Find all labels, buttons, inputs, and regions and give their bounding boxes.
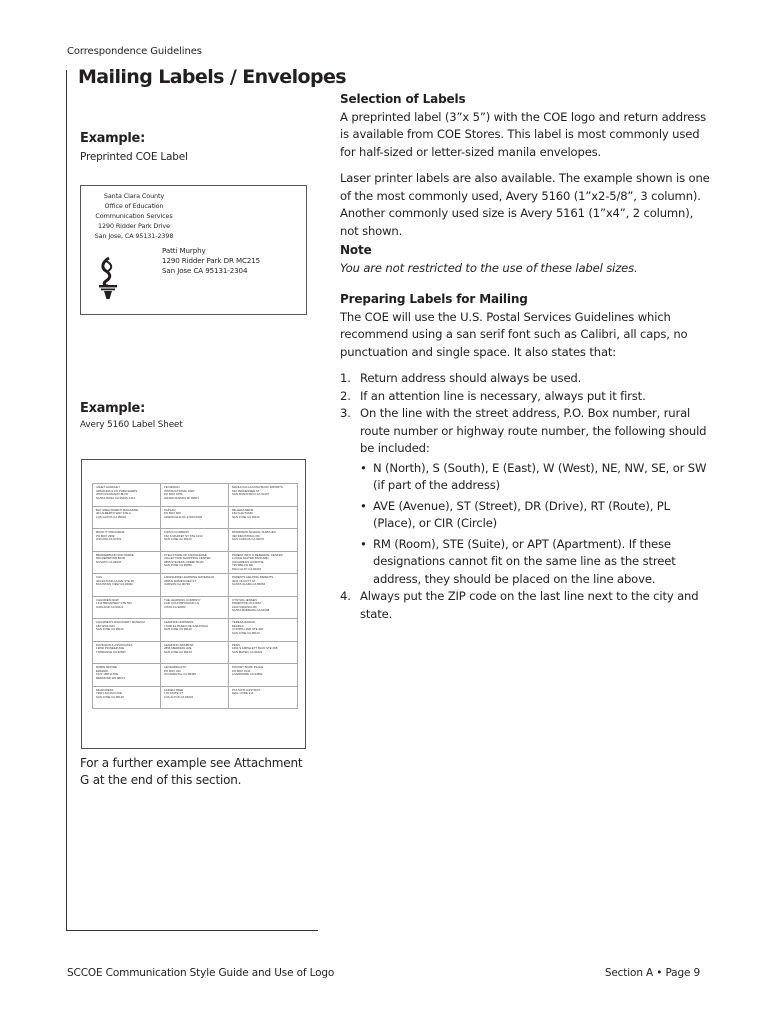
example-heading-1: Example:	[80, 131, 145, 146]
section-heading: Note	[340, 243, 372, 257]
example-caption-2: Avery 5160 Label Sheet	[80, 420, 183, 430]
sheet-label: ROBIN MOORE EDMARK 6727 185TH AVE REDMOND WA 98073	[93, 664, 161, 687]
sheet-label: POCKET BOOK PLACE PO BOX 3143 LIVERMORE CA 94551	[229, 664, 298, 687]
example-heading-2: Example:	[80, 401, 145, 416]
further-example-note: For a further example see Attachment G at the end of this section.	[80, 756, 303, 787]
list-item	[340, 588, 710, 623]
return-address	[87, 191, 181, 241]
sheet-label: KIDS IN COMMON 152 S MARKET ST STE 1010 SAN JOSE CA 95113	[161, 529, 229, 552]
rules-list	[340, 370, 710, 623]
footer-page-number: Section A • Page 9	[604, 967, 700, 979]
sheet-label: PERS 1660 S AMPHLETT BLVD STE 268 SAN MATEO CA 94402	[229, 642, 298, 665]
vertical-divider	[66, 70, 67, 930]
sheet-label: CHILDREN'S DISCOVERY MUSEUM 180 WOZ WAY SAN JOSE CA 95110	[93, 619, 161, 642]
paragraph: A preprinted label (3”x 5”) with the COE logo and return address is available from COE Stores. This label is most commonly used for half-sized or letter-sized manila envelopes.	[340, 109, 707, 159]
sheet-label: CHILDREN NOW 1212 BROADWAY STE 530 OAKLAND CA 94612	[93, 597, 161, 620]
sub-list-item	[360, 536, 710, 589]
page-title: Mailing Labels / Envelopes	[78, 66, 346, 88]
sheet-label: MICRODESK 7393 LINCOLN AVE SAN JOSE CA 95125	[93, 687, 161, 710]
list-text: If an attention line is necessary, always put it first.	[360, 388, 646, 403]
bullet-icon: •	[360, 498, 367, 513]
sheet-label: MORRISON SCHOOL SUPPLIES 490 INDUSTRIAL RD SAN CARLOS CA 94070	[229, 529, 298, 552]
coe-preprinted-label	[80, 185, 307, 315]
sheet-label: THE LEARNING COMPANY 1140 COUNTRYWOOD LN VISTA CA 92083	[161, 597, 229, 620]
sheet-label: LEONARDA ETC PO BOX 420 OCCIDENTAL CA 95465	[161, 664, 229, 687]
sheet-label: PARENT INFO & REFERRAL CENTER LUCILE SALTER PACKARD CHILDREN'S HOSPITAL 725 WELCH RD PALO ALTO CA 94304	[229, 552, 298, 575]
sheet-label: MILLERA MENS 150 N AUTUMN SAN JOSE CA 95110	[229, 507, 298, 530]
list-number: 3.	[340, 406, 351, 420]
return-line: Santa Clara County	[103, 192, 165, 200]
delivery-line: 1290 Ridder Park DR MC215	[162, 256, 261, 265]
list-item	[340, 405, 710, 588]
sheet-label: KAPLAN PO BOX 609 LEWISVILLE NC 27023-0609	[161, 507, 229, 530]
avery-label-sheet	[81, 459, 306, 749]
sheet-label: LEARNING EXPRESS 17000 EL PASEO DE SARATOGA SAN JOSE CA 95119	[161, 619, 229, 642]
sheet-label: BRODERBUND SOFTWARE 500 REDWOOD BLVD NOVATO CA 94947	[93, 552, 161, 575]
example-caption-1: Preprinted COE Label	[80, 151, 188, 163]
delivery-address	[162, 246, 260, 276]
list-text: On the line with the street address, P.O. Box number, rural route number or highway route number, the following should be included:	[360, 406, 707, 455]
bullet-text: AVE (Avenue), ST (Street), DR (Drive), RT (Route), PL (Place), or CIR (Circle)	[373, 498, 670, 530]
bullet-icon: •	[360, 460, 367, 475]
sheet-label: JANET GORDLEY ARMANDA & CO PUBLISHERS 2000 COLORADO BLVD SANTA ROSA CA 95405-7413	[93, 484, 161, 507]
horizontal-divider	[66, 930, 318, 931]
sheet-label: LAKESHORE LEARNING MATERIALS 2695 E DOMINGUEZ ST CARSON CA 90749	[161, 574, 229, 597]
sheet-label: LEARNING RAINBOW 2856 MERIDIAN AVE SAN JOSE CA 95124	[161, 642, 229, 665]
sheet-label: TERESA RANCID PEARLS 4 NORTH 2ND STE 400 SAN JOSE CA 95113	[229, 619, 298, 642]
footer-left: SCCOE Communication Style Guide and Use of Logo	[67, 967, 335, 979]
bullet-text: N (North), S (South), E (East), W (West), NE, NW, SE, or SW (if part of the address)	[373, 460, 707, 492]
sheet-label: TE DESIGN INSTRUCTIONAL FAIR PO BOX 1650 GRAND RAPIDS MI 49501	[161, 484, 229, 507]
return-line: Communication Services	[95, 212, 173, 220]
sheet-label: PARENTS HELPING PARENTS 3041 OLCOTT ST SANTA CLARA CA 95054	[229, 574, 298, 597]
list-number: 1.	[340, 371, 351, 385]
bullet-text: RM (Room), STE (Suite), or APT (Apartment). If these designations cannot fit on the same line as the street address, they should be placed on the line above.	[373, 536, 676, 586]
delivery-line: Patti Murphy	[162, 246, 206, 255]
list-text: Always put the ZIP code on the last line next to the city and state.	[360, 589, 699, 621]
list-number: 4.	[340, 589, 351, 603]
return-line: Office of Education	[104, 202, 164, 210]
return-line: 1290 Ridder Park Drive	[98, 222, 170, 230]
sheet-label: CAG 400 ESTUDILLA AVE STE 18 MOUNTAIN VIEW CA 94040	[93, 574, 161, 597]
list-number: 2.	[340, 388, 351, 403]
list-item	[340, 388, 710, 406]
sheet-label: BOOK IT! PROGRAM PO BOX 2999 WICHITA KS 67201	[93, 529, 161, 552]
paragraph: Laser printer labels are also available. The example shown is one of the most commonly used, Avery 5160 (1”x2-5/8”, 3 column). Another commonly used size is Avery 5161 (1”x4”, 2 column), not shown.	[340, 171, 710, 238]
sheet-label: BAY AREA PARENT MAGAZINE 401 ALBERTO WAY STE A LOS GATOS CA 95032	[93, 507, 161, 530]
bullet-icon: •	[360, 536, 367, 551]
section-heading: Selection of Labels	[340, 92, 466, 106]
selection-section	[340, 91, 710, 240]
label-grid	[92, 483, 298, 709]
list-item	[340, 370, 710, 388]
sub-list-item	[360, 498, 710, 533]
delivery-line: San Jose CA 95131-2304	[162, 266, 248, 275]
sheet-label: DAVIDSON & ASSOCIATES 19840 PIONEER AVE TORRANCE CA 90503	[93, 642, 161, 665]
list-text: Return address should always be used.	[360, 371, 582, 385]
section-heading: Preparing Labels for Mailing	[340, 292, 528, 306]
note-section	[340, 242, 710, 277]
return-line: San Jose, CA 95131-2398	[94, 232, 174, 240]
sheet-label: CYNTHIA JENSEN PARENTING IN FIRST 1000 VIRGINIA RD SANTA BARBARA CA 93108	[229, 597, 298, 620]
running-head: Correspondence Guidelines	[67, 46, 202, 57]
coe-torch-logo-icon	[94, 256, 122, 300]
note-text: You are not restricted to the use of these label sizes.	[340, 260, 638, 275]
sheet-label: MANUCCIA LACONA BOOK IMPORTS 610 TENNESSEE ST SAN FRANCISCO CA 94107	[229, 484, 298, 507]
sub-list-item	[360, 460, 710, 495]
sheet-label: PTA SIXTH DISTRICT MAIL CODE 214	[229, 687, 298, 710]
preparing-section	[340, 291, 710, 623]
sheet-label: KTEH STORE OF KNOWLEDGE VALLEY FAIR SHOPPING CENTER 2855 STEVENS CREEK BLVD SAN JOSE CA 95050	[161, 552, 229, 575]
sheet-label: LINDEN TREE 170 STATE ST LOS ALTOS CA 94022	[161, 687, 229, 710]
sub-bullet-list	[360, 460, 710, 589]
paragraph: The COE will use the U.S. Postal Services Guidelines which recommend using a san serif font such as Calibri, all caps, no punctuation and single space. It also states that:	[340, 309, 688, 359]
